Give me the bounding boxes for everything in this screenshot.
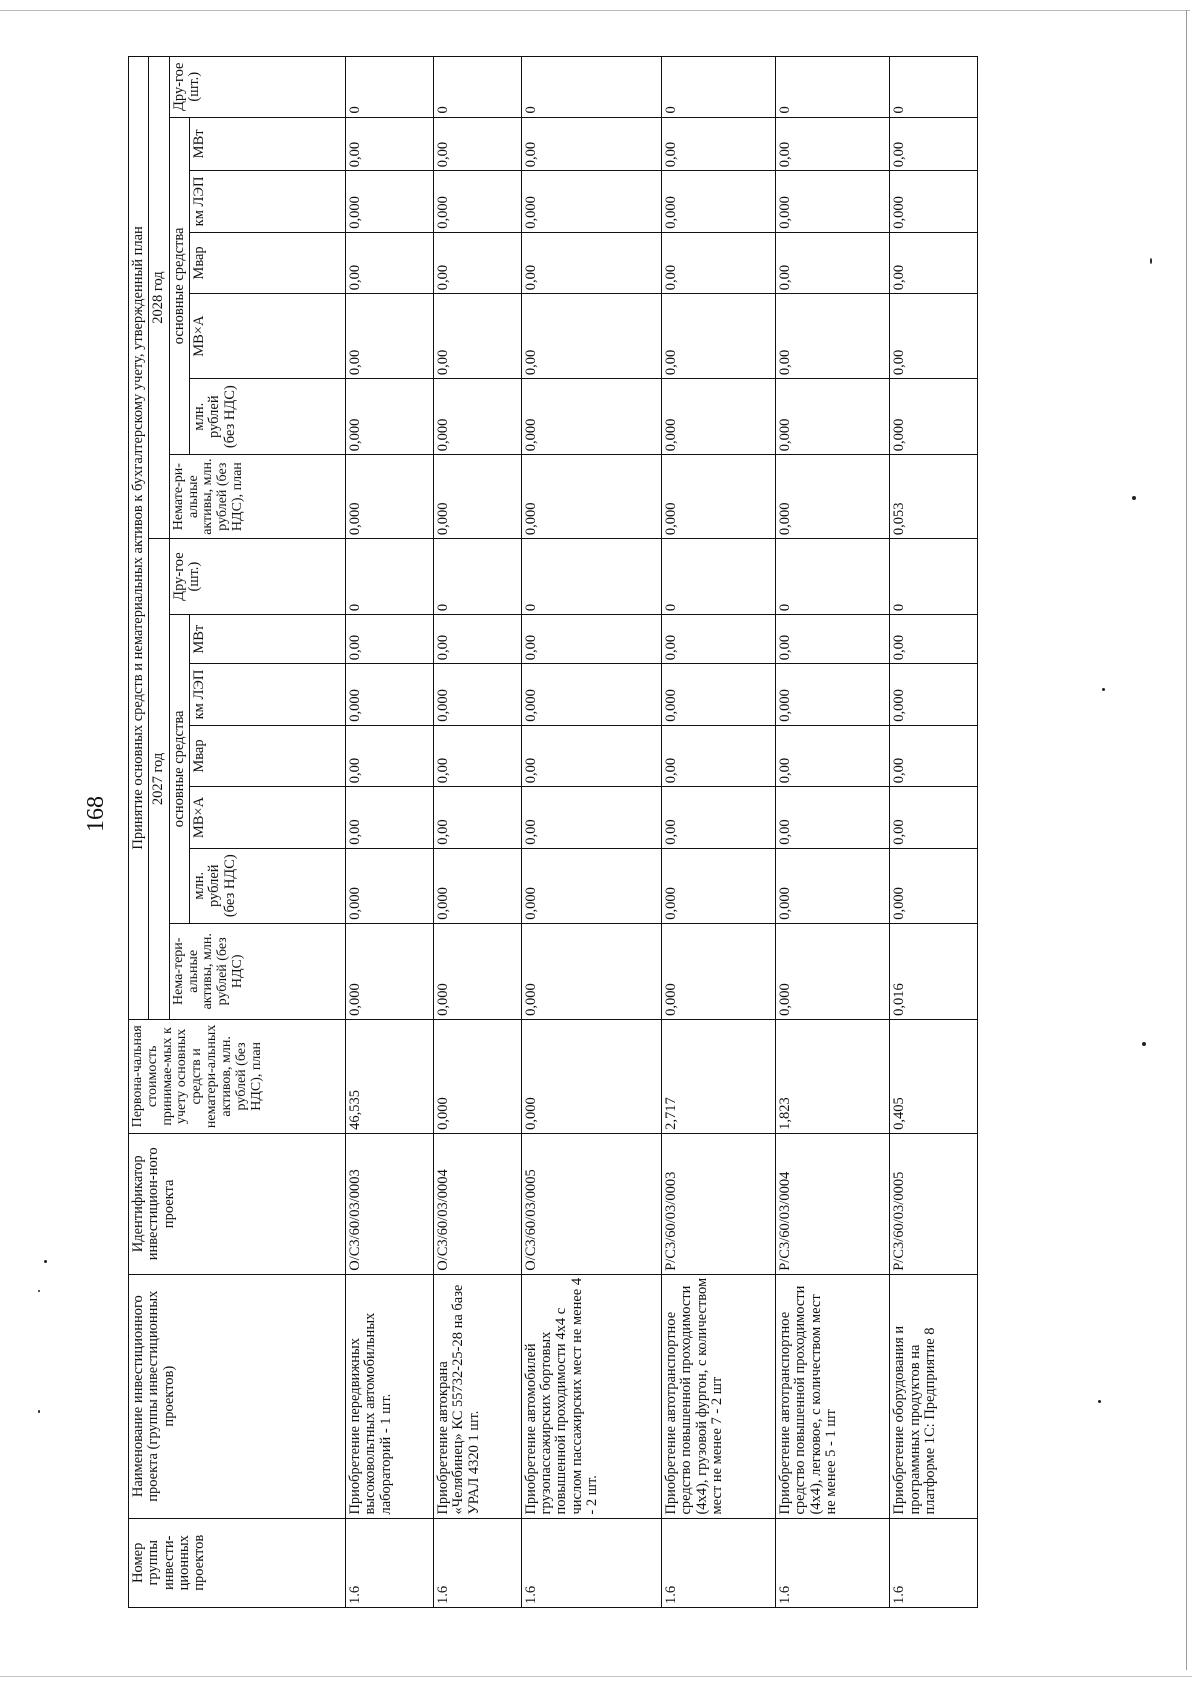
investment-table: [128, 56, 978, 1608]
cell-2027-intangible: 0,016: [890, 923, 978, 1019]
cell-2027-mln-rub: 0,000: [662, 848, 776, 923]
cell-2028-other: 0: [776, 57, 890, 118]
cell-2028-mln-rub: 0,000: [433, 379, 521, 455]
cell-2027-intangible: 0,000: [346, 923, 434, 1019]
page-number: 168: [83, 796, 109, 832]
cell-2027-km: 0,000: [521, 664, 661, 726]
col-header-intangible-2027: Нема-тери-альные активы, млн. рублей (без НДС): [169, 923, 345, 1019]
cell-2028-km: 0,000: [521, 171, 661, 233]
cell-project-id: О/С3/60/03/0003: [346, 1133, 434, 1274]
scan-speck: [38, 1410, 40, 1413]
cell-2027-mva: 0,00: [890, 787, 978, 849]
cell-2027-km: 0,000: [776, 664, 890, 726]
col-header-mva-2028: МВ×А: [190, 294, 346, 379]
rotated-table-page: [128, 56, 978, 1608]
cell-2028-km: 0,000: [890, 171, 978, 233]
cell-2028-mva: 0,00: [521, 294, 661, 379]
cell-2027-mvar: 0,00: [433, 725, 521, 787]
cell-2027-mva: 0,00: [521, 787, 661, 849]
cell-2027-mw: 0,00: [662, 615, 776, 664]
col-header-intangible-2028: Немате-ри-альные активы, млн. рублей (без НДС), план: [169, 455, 345, 539]
cell-project-id: Р/С3/60/03/0003: [662, 1133, 776, 1274]
cell-2027-intangible: 0,000: [662, 923, 776, 1019]
cell-2027-mw: 0,00: [776, 615, 890, 664]
cell-2028-mvar: 0,00: [776, 232, 890, 294]
col-header-mw-2027: МВт: [190, 615, 346, 664]
cell-2028-mw: 0,00: [890, 117, 978, 171]
cell-2027-mln-rub: 0,000: [776, 848, 890, 923]
col-header-other-2027: Дру-гое (шт.): [169, 539, 345, 615]
cell-2027-mva: 0,00: [346, 787, 434, 849]
cell-2028-km: 0,000: [346, 171, 434, 233]
cell-2028-mln-rub: 0,000: [346, 379, 434, 455]
table-row: [346, 57, 434, 1608]
cell-2028-mln-rub: 0,000: [890, 379, 978, 455]
cell-initial-cost: 2,717: [662, 1019, 776, 1133]
cell-2027-mva: 0,00: [433, 787, 521, 849]
cell-2028-other: 0: [890, 57, 978, 118]
cell-2027-mvar: 0,00: [890, 725, 978, 787]
cell-2028-mva: 0,00: [662, 294, 776, 379]
cell-2027-mvar: 0,00: [521, 725, 661, 787]
col-header-mw-2028: МВт: [190, 117, 346, 171]
scan-speck: [1132, 496, 1136, 500]
cell-initial-cost: 0,000: [521, 1019, 661, 1133]
col-header-group-number: Номер группы инвести-ционных проектов: [129, 1518, 346, 1607]
cell-2027-mw: 0,00: [433, 615, 521, 664]
cell-2027-km: 0,000: [662, 664, 776, 726]
cell-2027-km: 0,000: [346, 664, 434, 726]
cell-group: 1.6: [662, 1518, 776, 1607]
cell-2028-mw: 0,00: [433, 117, 521, 171]
cell-2027-mln-rub: 0,000: [433, 848, 521, 923]
col-header-mln-rub-2028: млн. рублей (без НДС): [190, 379, 346, 455]
cell-2027-km: 0,000: [890, 664, 978, 726]
cell-project-name: Приобретение автотранспортное средство повышенной проходимости (4х4), грузовой фургон, с количеством мест не менее 7 - 2 шт: [662, 1274, 776, 1518]
cell-2027-mw: 0,00: [346, 615, 434, 664]
cell-2028-mln-rub: 0,000: [776, 379, 890, 455]
cell-2027-mln-rub: 0,000: [346, 848, 434, 923]
cell-group: 1.6: [890, 1518, 978, 1607]
cell-2027-other: 0: [433, 539, 521, 615]
scan-speck: [1150, 258, 1152, 264]
col-header-other-2028: Дру-гое (шт.): [169, 57, 345, 118]
table-row: [890, 57, 978, 1608]
scan-border-top: [0, 10, 1190, 11]
cell-2028-mvar: 0,00: [346, 232, 434, 294]
scan-speck: [38, 1290, 40, 1292]
cell-project-name: Приобретение автотранспортное средство повышенной проходимости (4х4), легковое, с количеством мест не менее 5 - 1 шт: [776, 1274, 890, 1518]
cell-2028-mw: 0,00: [521, 117, 661, 171]
col-header-mln-rub-2027: млн. рублей (без НДС): [190, 848, 346, 923]
cell-2027-other: 0: [776, 539, 890, 615]
cell-project-name: Приобретение передвижных высоковольтных автомобильных лабораторий - 1 шт.: [346, 1274, 434, 1518]
cell-initial-cost: 46,535: [346, 1019, 434, 1133]
cell-2027-mln-rub: 0,000: [890, 848, 978, 923]
cell-2028-intangible: 0,000: [776, 455, 890, 539]
cell-group: 1.6: [776, 1518, 890, 1607]
scan-speck: [1102, 688, 1105, 691]
col-header-fixed-assets-2028: основные средства: [169, 117, 189, 455]
cell-2027-intangible: 0,000: [433, 923, 521, 1019]
cell-2028-intangible: 0,000: [433, 455, 521, 539]
cell-project-id: О/С3/60/03/0004: [433, 1133, 521, 1274]
cell-2028-intangible: 0,000: [521, 455, 661, 539]
cell-group: 1.6: [433, 1518, 521, 1607]
cell-2027-intangible: 0,000: [521, 923, 661, 1019]
cell-2027-km: 0,000: [433, 664, 521, 726]
col-header-year-2028: 2028 год: [149, 57, 169, 539]
col-header-project-id: Идентификатор инвестицион-ного проекта: [129, 1133, 346, 1274]
cell-initial-cost: 0,405: [890, 1019, 978, 1133]
cell-2028-km: 0,000: [776, 171, 890, 233]
scan-border-right: [1186, 10, 1187, 1670]
col-header-year-2027: 2027 год: [149, 539, 169, 1020]
scan-speck: [1098, 1400, 1101, 1403]
cell-2028-intangible: 0,000: [346, 455, 434, 539]
cell-2028-km: 0,000: [662, 171, 776, 233]
col-header-mvar-2028: Мвар: [190, 232, 346, 294]
cell-2028-mva: 0,00: [346, 294, 434, 379]
cell-2027-mvar: 0,00: [662, 725, 776, 787]
cell-2028-mvar: 0,00: [890, 232, 978, 294]
cell-2027-intangible: 0,000: [776, 923, 890, 1019]
cell-2028-mvar: 0,00: [433, 232, 521, 294]
cell-2027-mvar: 0,00: [776, 725, 890, 787]
cell-2028-intangible: 0,000: [662, 455, 776, 539]
col-header-mvar-2027: Мвар: [190, 725, 346, 787]
cell-2028-km: 0,000: [433, 171, 521, 233]
cell-2028-mw: 0,00: [776, 117, 890, 171]
cell-project-id: Р/С3/60/03/0005: [890, 1133, 978, 1274]
cell-2028-other: 0: [346, 57, 434, 118]
table-row: [776, 57, 890, 1608]
cell-2028-mvar: 0,00: [662, 232, 776, 294]
scan-speck: [44, 1260, 47, 1263]
cell-project-name: Приобретение автомобилей грузопассажирских бортовых повышенной проходимости 4х4 с числом пассажирских мест не менее 4 - 2 шт.: [521, 1274, 661, 1518]
cell-2027-mw: 0,00: [521, 615, 661, 664]
col-header-acceptance: Принятие основных средств и нематериальных активов к бухгалтерскому учету, утвержденный план: [129, 57, 149, 1020]
cell-2028-mva: 0,00: [433, 294, 521, 379]
cell-2027-mvar: 0,00: [346, 725, 434, 787]
cell-initial-cost: 0,000: [433, 1019, 521, 1133]
cell-2028-mw: 0,00: [662, 117, 776, 171]
cell-2028-mva: 0,00: [890, 294, 978, 379]
scan-border-bottom: [0, 1676, 1192, 1677]
col-header-km-2028: км ЛЭП: [190, 171, 346, 233]
scan-speck: [1142, 1042, 1146, 1046]
col-header-mva-2027: МВ×А: [190, 787, 346, 849]
cell-2027-other: 0: [521, 539, 661, 615]
cell-2027-mw: 0,00: [890, 615, 978, 664]
cell-2028-mw: 0,00: [346, 117, 434, 171]
cell-project-id: О/С3/60/03/0005: [521, 1133, 661, 1274]
cell-2027-other: 0: [890, 539, 978, 615]
cell-2028-intangible: 0,053: [890, 455, 978, 539]
cell-group: 1.6: [346, 1518, 434, 1607]
cell-2028-mln-rub: 0,000: [521, 379, 661, 455]
cell-project-id: Р/С3/60/03/0004: [776, 1133, 890, 1274]
cell-2028-other: 0: [521, 57, 661, 118]
cell-2028-other: 0: [662, 57, 776, 118]
col-header-initial-cost: Первона-чальная стоимость принимае-мых к учету основных средств и нематери-альных активов, млн. рублей (без НДС), план: [129, 1019, 346, 1133]
cell-2028-mln-rub: 0,000: [662, 379, 776, 455]
cell-2027-mln-rub: 0,000: [521, 848, 661, 923]
cell-project-name: Приобретение автокрана «Челябинец» КС 55732-25-28 на базе УРАЛ 4320 1 шт.: [433, 1274, 521, 1518]
cell-2027-other: 0: [662, 539, 776, 615]
cell-2028-other: 0: [433, 57, 521, 118]
cell-project-name: Приобретение оборудования и программных продуктов на платформе 1С: Предприятие 8: [890, 1274, 978, 1518]
col-header-project-name: Наименование инвестиционного проекта (группы инвестиционных проектов): [129, 1274, 346, 1518]
table-row: [433, 57, 521, 1608]
cell-2027-mva: 0,00: [662, 787, 776, 849]
cell-2027-other: 0: [346, 539, 434, 615]
col-header-fixed-assets-2027: основные средства: [169, 615, 189, 924]
cell-2028-mva: 0,00: [776, 294, 890, 379]
table-row: [521, 57, 661, 1608]
cell-initial-cost: 1,823: [776, 1019, 890, 1133]
cell-2027-mva: 0,00: [776, 787, 890, 849]
cell-2028-mvar: 0,00: [521, 232, 661, 294]
cell-group: 1.6: [521, 1518, 661, 1607]
col-header-km-2027: км ЛЭП: [190, 664, 346, 726]
table-row: [662, 57, 776, 1608]
